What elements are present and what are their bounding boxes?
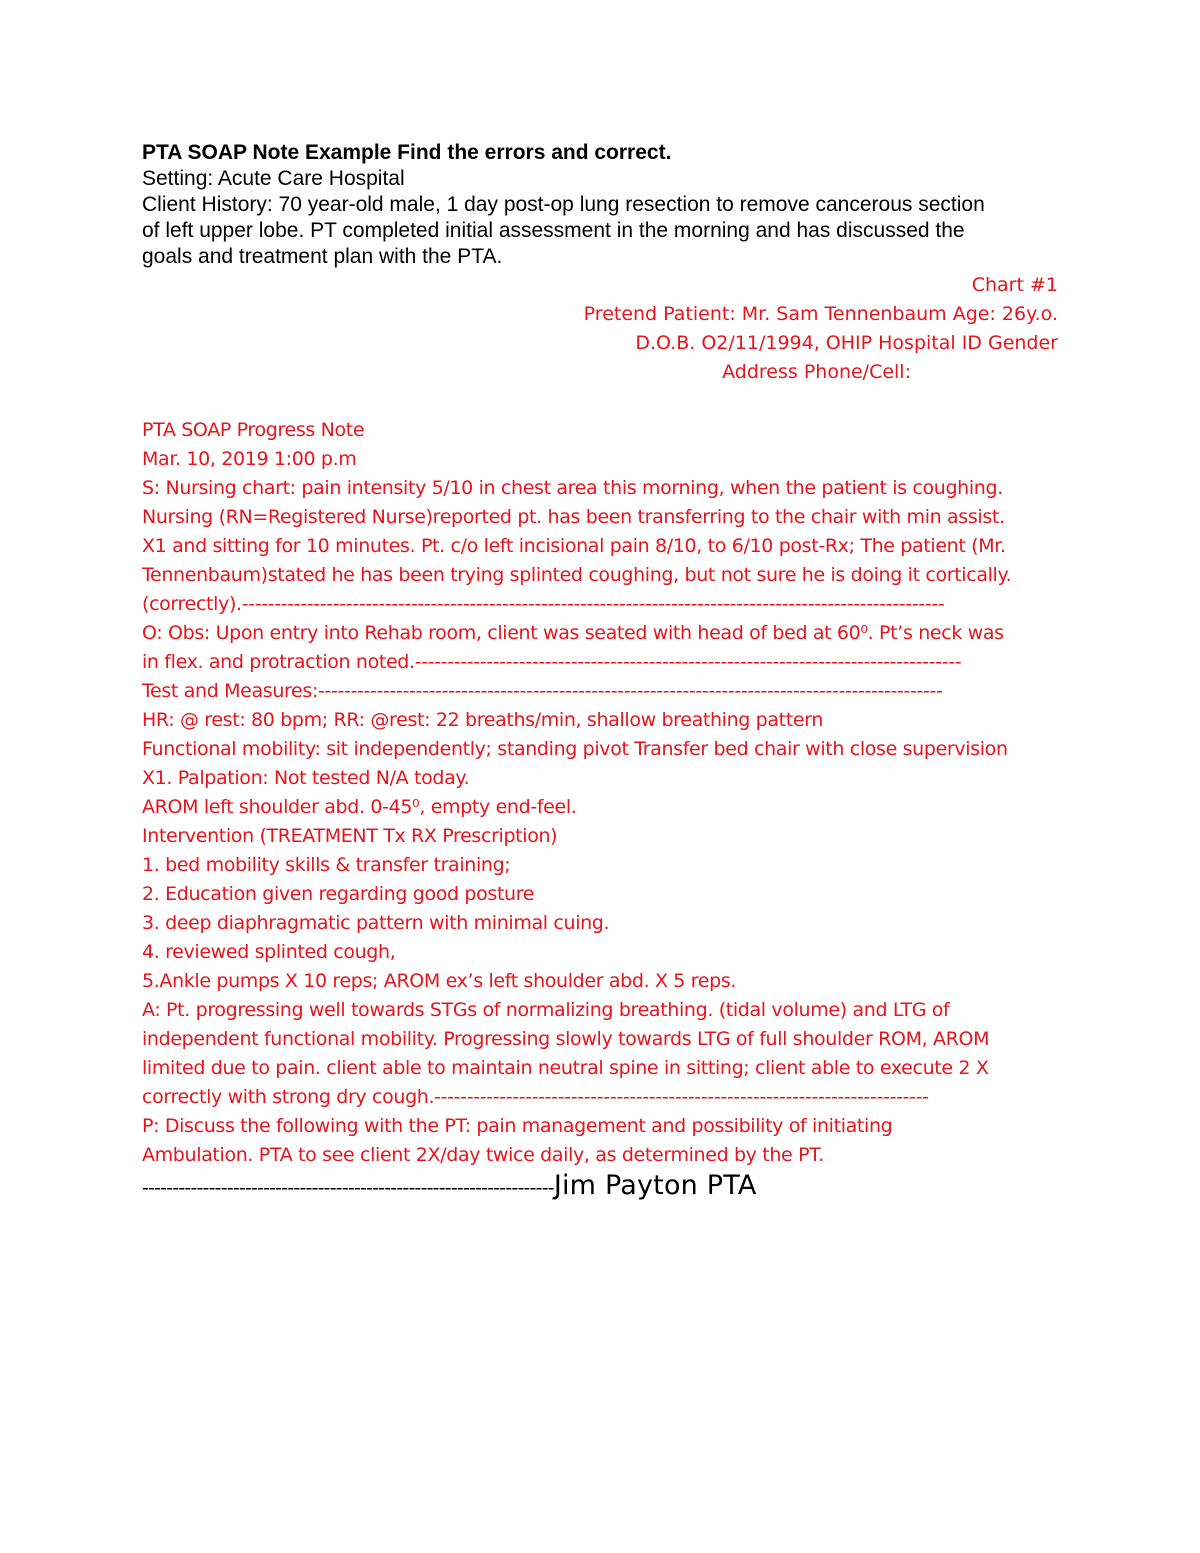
- note-line: limited due to pain. client able to maintain neutral spine in sitting; client able to execute 2 X: [142, 1057, 989, 1079]
- note-line: X1. Palpation: Not tested N/A today.: [142, 767, 470, 789]
- note-datetime: Mar. 10, 2019 1:00 p.m: [142, 448, 357, 470]
- note-line: 3. deep diaphragmatic pattern with minimal cuing.: [142, 912, 610, 934]
- client-history-line: of left upper lobe. PT completed initial assessment in the morning and has discussed the: [142, 219, 965, 242]
- note-line: S: Nursing chart: pain intensity 5/10 in chest area this morning, when the patient is coughing.: [142, 477, 1003, 499]
- note-lines: [142, 474, 1058, 1170]
- note-line: in flex. and protraction noted.------------------------------------------------------------------------------------: [142, 651, 962, 673]
- note-line: 1. bed mobility skills & transfer training;: [142, 854, 511, 876]
- document-title: PTA SOAP Note Example Find the errors and correct.: [142, 141, 672, 164]
- note-line: (correctly).------------------------------------------------------------------------------------------------------------: [142, 593, 945, 615]
- note-line: 4. reviewed splinted cough,: [142, 941, 396, 963]
- client-history-line: goals and treatment plan with the PTA.: [142, 245, 503, 268]
- document-header: [142, 140, 1058, 270]
- setting-line: Setting: Acute Care Hospital: [142, 167, 405, 190]
- note-line: Intervention (TREATMENT Tx RX Prescription): [142, 825, 558, 847]
- signature-line: [142, 1170, 1058, 1201]
- note-line: Nursing (RN=Registered Nurse)reported pt. has been transferring to the chair with min assist.: [142, 506, 1005, 528]
- patient-address-line: Address Phone/Cell:: [722, 361, 911, 383]
- note-line: Functional mobility: sit independently; standing pivot Transfer bed chair with close supervision: [142, 738, 1008, 760]
- note-line: AROM left shoulder abd. 0-45⁰, empty end-feel.: [142, 796, 577, 818]
- patient-dob-line: D.O.B. O2/11/1994, OHIP Hospital ID Gender: [635, 332, 1058, 354]
- note-line: A: Pt. progressing well towards STGs of normalizing breathing. (tidal volume) and LTG of: [142, 999, 950, 1021]
- note-line: Tennenbaum)stated he has been trying splinted coughing, but not sure he is doing it cortically.: [142, 564, 1012, 586]
- note-line: X1 and sitting for 10 minutes. Pt. c/o left incisional pain 8/10, to 6/10 post-Rx; The patient (Mr.: [142, 535, 1006, 557]
- note-line: correctly with strong dry cough.----------------------------------------------------------------------------: [142, 1086, 929, 1108]
- document-page: [142, 140, 1058, 1201]
- note-line: Test and Measures:------------------------------------------------------------------------------------------------: [142, 680, 943, 702]
- note-line: P: Discuss the following with the PT: pain management and possibility of initiating: [142, 1115, 893, 1137]
- signature-name: Jim Payton PTA: [553, 1170, 757, 1201]
- note-line: HR: @ rest: 80 bpm; RR: @rest: 22 breaths/min, shallow breathing pattern: [142, 709, 824, 731]
- patient-name-age: Pretend Patient: Mr. Sam Tennenbaum Age: 26y.o.: [583, 303, 1058, 325]
- note-line: 5.Ankle pumps X 10 reps; AROM ex’s left shoulder abd. X 5 reps.: [142, 970, 737, 992]
- note-line: O: Obs: Upon entry into Rehab room, client was seated with head of bed at 60⁰. Pt’s neck was: [142, 622, 1004, 644]
- client-history-line: Client History: 70 year-old male, 1 day post-op lung resection to remove cancerous section: [142, 193, 985, 216]
- signature-dashes: --------------------------------------------------------------------: [142, 1177, 554, 1199]
- soap-note-body: [142, 416, 1058, 1170]
- note-line: independent functional mobility. Progressing slowly towards LTG of full shoulder ROM, AROM: [142, 1028, 990, 1050]
- note-line: Ambulation. PTA to see client 2X/day twice daily, as determined by the PT.: [142, 1144, 824, 1166]
- patient-info-block: [142, 271, 1058, 387]
- chart-number: Chart #1: [971, 274, 1058, 296]
- note-line: 2. Education given regarding good posture: [142, 883, 535, 905]
- note-heading: PTA SOAP Progress Note: [142, 419, 365, 441]
